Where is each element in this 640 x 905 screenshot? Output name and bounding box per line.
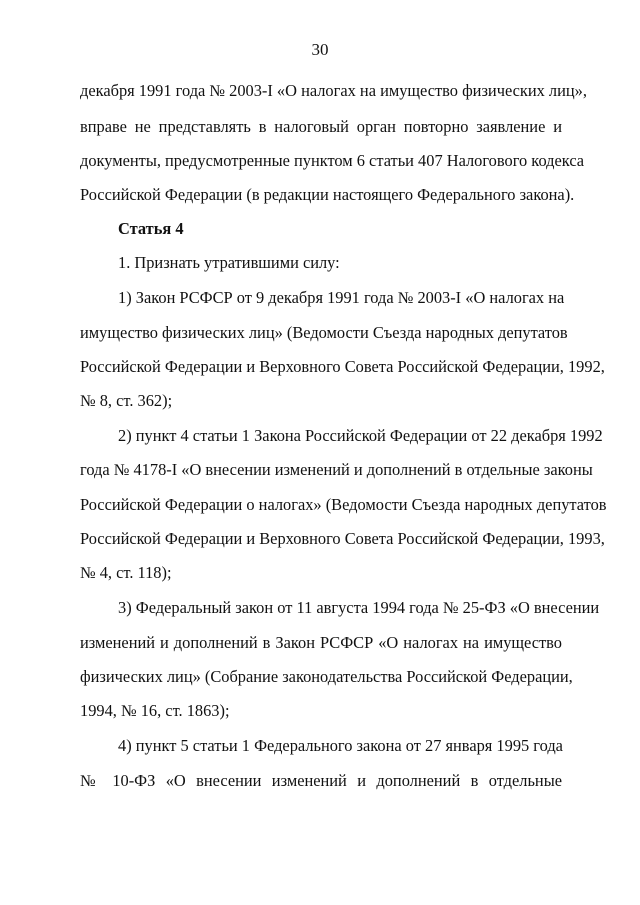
text-line: № 4, ст. 118);	[80, 563, 172, 582]
page-number: 30	[311, 40, 329, 59]
text-line: декабря 1991 года № 2003-I «О налогах на имущество физических лиц»,	[80, 81, 587, 100]
text-line: Российской Федерации и Верховного Совета Российской Федерации, 1993,	[80, 529, 605, 548]
text-line: имущество физических лиц» (Ведомости Съезда народных депутатов	[80, 323, 568, 342]
text-line: 1994, № 16, ст. 1863);	[80, 701, 230, 720]
text-line: № 10-ФЗ «О внесении изменений и дополнений в отдельные	[80, 771, 562, 790]
text-line: документы, предусмотренные пунктом 6 статьи 407 Налогового кодекса	[80, 151, 585, 170]
text-line: 3) Федеральный закон от 11 августа 1994 года № 25-ФЗ «О внесении	[118, 598, 600, 617]
text-line: № 8, ст. 362);	[80, 391, 173, 410]
text-line: вправе не представлять в налоговый орган повторно заявление и	[80, 117, 562, 136]
text-line: изменений и дополнений в Закон РСФСР «О налогах на имущество	[80, 633, 562, 652]
text-line: 1. Признать утратившими силу:	[118, 253, 340, 272]
text-line: Российской Федерации и Верховного Совета Российской Федерации, 1992,	[80, 357, 605, 376]
text-line: Российской Федерации о налогах» (Ведомости Съезда народных депутатов	[80, 495, 607, 514]
text-line: года № 4178-I «О внесении изменений и дополнений в отдельные законы	[80, 460, 593, 479]
text-line: физических лиц» (Собрание законодательства Российской Федерации,	[80, 667, 573, 686]
text-line: 1) Закон РСФСР от 9 декабря 1991 года № 2003-I «О налогах на	[118, 288, 565, 307]
text-line: 2) пункт 4 статьи 1 Закона Российской Федерации от 22 декабря 1992	[118, 426, 603, 445]
text-line: Российской Федерации (в редакции настоящего Федерального закона).	[80, 185, 575, 204]
text-line: 4) пункт 5 статьи 1 Федерального закона от 27 января 1995 года	[118, 736, 563, 755]
article-heading: Статья 4	[118, 219, 184, 238]
